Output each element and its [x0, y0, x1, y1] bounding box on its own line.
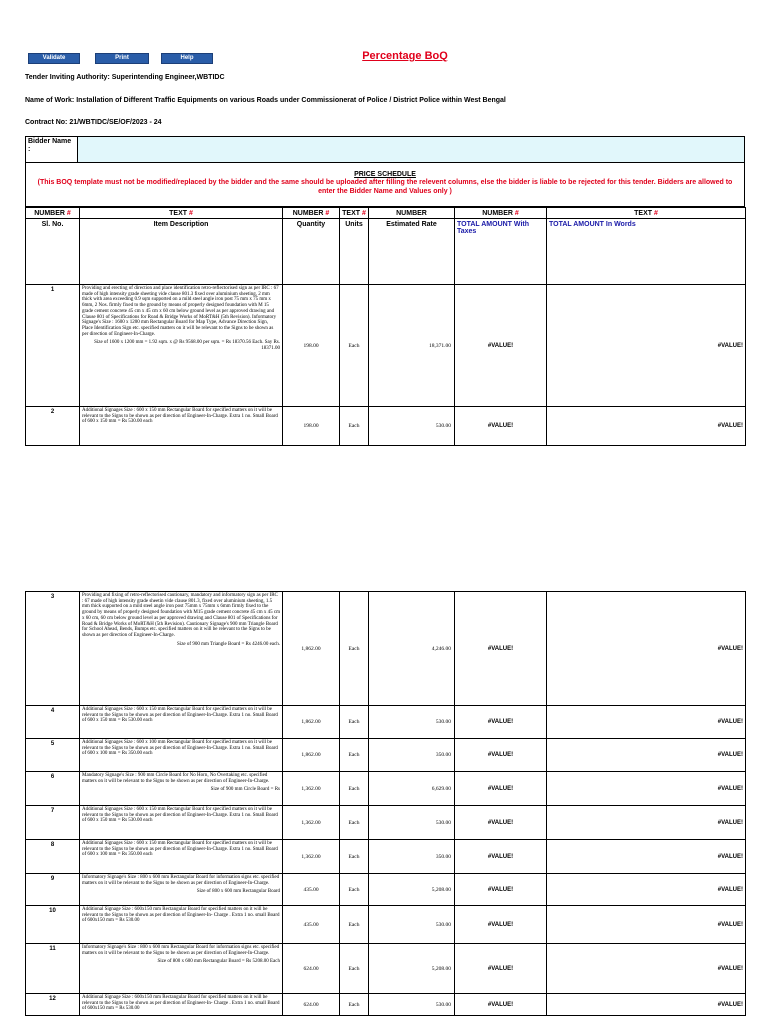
- estimated-rate-cell: 530.00: [369, 806, 455, 840]
- quantity-cell: 1,862.00: [283, 706, 340, 739]
- estimated-rate-cell: 530.00: [369, 994, 455, 1016]
- item-description-cell: [80, 706, 283, 739]
- sl-no-cell: 3: [26, 592, 80, 706]
- item-description-text: Additional Signage Size : 600x150 mm Rectangular Board for specified matters on it will be relevant to the Signs to be shown as per direction of Engineer-In- Charge . Extra 1 no. small Board of 600x150 mm = Rs 530.00: [82, 907, 280, 924]
- table-row: [26, 285, 746, 407]
- header-amount-words: TOTAL AMOUNT In Words: [547, 219, 746, 285]
- print-button[interactable]: Print: [95, 53, 149, 64]
- amount-words-cell[interactable]: #VALUE!: [547, 285, 746, 407]
- total-amount-cell[interactable]: #VALUE!: [455, 592, 547, 706]
- item-description-cell: [80, 739, 283, 772]
- quantity-cell: 435.00: [283, 906, 340, 944]
- header-total-amount: TOTAL AMOUNT With Taxes: [455, 219, 547, 285]
- table-row: [26, 739, 746, 772]
- estimated-rate-cell: 6,629.00: [369, 772, 455, 806]
- sl-no-cell: 10: [26, 906, 80, 944]
- total-amount-cell[interactable]: #VALUE!: [455, 772, 547, 806]
- item-description-text: Providing and erecting of direction and place identification retro-reflectorised sign as per IRC : 67 made of high intensity grade sheeting vide clause 801.3 fixed over aluminium sheeting, 2 mm thick with area exceeding 0.9 sqm supported on a mild steel angle iron post 75 mm x 75 mm x 6mm, 2 Nos. firmly fixed to the ground by means of properly designed foundation with M 15 grade cement concrete 45 cm x 45 cm x 60 cm below ground level as per approved drawing and Clause 801 of Specifications for Road & Bridge Works of MoRT&H (5th Revision). Informatory Signage's Size : 1600 x 1200 mm Rectangular Board for Map Type, Advance Direction Sign, Place Identification Sign etc. specified matters on it will be relevant to the Signs to be shown as per direction of Engineer-In-Charge.: [82, 286, 279, 337]
- amount-words-cell[interactable]: #VALUE!: [547, 706, 746, 739]
- amount-words-cell[interactable]: #VALUE!: [547, 906, 746, 944]
- amount-words-cell[interactable]: #VALUE!: [547, 806, 746, 840]
- units-cell: Each: [340, 739, 369, 772]
- price-schedule-note: (This BOQ template must not be modified/replaced by the bidder and the same should be uploaded after filling the relevent columns, else the bidder is liable to be rejected for this tender. Bidders are allowed to enter the Bidder Name and Values only ): [37, 179, 733, 195]
- amount-words-cell[interactable]: #VALUE!: [547, 739, 746, 772]
- sl-no-cell: 9: [26, 874, 80, 906]
- sl-no-cell: 5: [26, 739, 80, 772]
- item-description-note: Size of 900 mm Triangle Board = Rs 4246.00 each.: [177, 641, 280, 647]
- item-description-cell: [80, 944, 283, 994]
- table-row: [26, 906, 746, 944]
- quantity-cell: 1,362.00: [283, 772, 340, 806]
- item-description-cell: [80, 592, 283, 706]
- total-amount-cell[interactable]: #VALUE!: [455, 906, 547, 944]
- total-amount-cell[interactable]: #VALUE!: [455, 285, 547, 407]
- estimated-rate-cell: 5,208.00: [369, 944, 455, 994]
- item-description-cell: [80, 285, 283, 407]
- quantity-cell: 435.00: [283, 874, 340, 906]
- validate-button[interactable]: Validate: [28, 53, 80, 64]
- table-row: [26, 840, 746, 874]
- table-row: [26, 994, 746, 1016]
- header-item-description: Item Description: [80, 219, 283, 285]
- quantity-cell: 1,362.00: [283, 806, 340, 840]
- units-cell: Each: [340, 874, 369, 906]
- sl-no-cell: 1: [26, 285, 80, 407]
- item-description-text: Additional Signages Size : 600 x 150 mm Rectangular Board for specified matters on it will be relevant to the Signs to be shown as per direction of Engineer-In-Charge. Extra 1 no. Small Board of 600 x 100 mm = Rs 350.00 each: [82, 841, 278, 858]
- boq-table-page-1: [25, 207, 746, 446]
- amount-words-cell[interactable]: #VALUE!: [547, 407, 746, 446]
- col-type-units: TEXT #: [340, 208, 369, 219]
- table-row: [26, 944, 746, 994]
- sl-no-cell: 7: [26, 806, 80, 840]
- estimated-rate-cell: 5,208.00: [369, 874, 455, 906]
- item-description-note: Size of 800 x 600 mm Rectangular Board = Rs 5208.00 Each: [157, 959, 280, 965]
- quantity-cell: 1,362.00: [283, 840, 340, 874]
- item-description-text: Additional Signages Size : 600 x 150 mm Rectangular Board for specified matters on it will be relevant to the Signs to be shown as per direction of Engineer-In-Charge. Extra 1 no. Small Board of 600 x 150 mm = Rs 530.00 each: [82, 707, 278, 724]
- quantity-cell: 1,862.00: [283, 592, 340, 706]
- header-quantity: Quantity: [283, 219, 340, 285]
- item-description-text: Additional Signages Size : 600 x 100 mm Rectangular Board for specified matters on it will be relevant to the Signs to be shown as per direction of Engineer-In-Charge. Extra 1 no. Small Board of 600 x 100 mm = Rs 350.00 each: [82, 740, 278, 757]
- header-units: Units: [340, 219, 369, 285]
- sl-no-cell: 4: [26, 706, 80, 739]
- estimated-rate-cell: 530.00: [369, 706, 455, 739]
- quantity-cell: 198.00: [283, 407, 340, 446]
- units-cell: Each: [340, 592, 369, 706]
- col-type-sl-no: NUMBER #: [26, 208, 80, 219]
- quantity-cell: 198.00: [283, 285, 340, 407]
- item-description-text: Mandatory Signage's Size : 900 mm Circle Board for No Horn, No Overtaking etc. specified matters on it will be relevant to the Signs to be shown as per direction of Engineer-In-Charge.: [82, 773, 270, 784]
- units-cell: Each: [340, 407, 369, 446]
- amount-words-cell[interactable]: #VALUE!: [547, 874, 746, 906]
- table-row: [26, 592, 746, 706]
- col-type-amount: NUMBER #: [455, 208, 547, 219]
- estimated-rate-cell: 350.00: [369, 739, 455, 772]
- estimated-rate-cell: 530.00: [369, 906, 455, 944]
- item-description-cell: [80, 806, 283, 840]
- table-row: [26, 772, 746, 806]
- help-button[interactable]: Help: [161, 53, 213, 64]
- quantity-cell: 624.00: [283, 944, 340, 994]
- sl-no-cell: 12: [26, 994, 80, 1016]
- boq-table-page-2: [25, 591, 746, 1016]
- sl-no-cell: 11: [26, 944, 80, 994]
- units-cell: Each: [340, 944, 369, 994]
- col-type-rate: NUMBER: [369, 208, 455, 219]
- bidder-name-input[interactable]: [78, 136, 745, 163]
- header-estimated-rate: Estimated Rate: [369, 219, 455, 285]
- units-cell: Each: [340, 806, 369, 840]
- price-schedule: [25, 163, 745, 207]
- sl-no-cell: 2: [26, 407, 80, 446]
- total-amount-cell[interactable]: #VALUE!: [455, 944, 547, 994]
- total-amount-cell[interactable]: #VALUE!: [455, 840, 547, 874]
- total-amount-cell[interactable]: #VALUE!: [455, 739, 547, 772]
- amount-words-cell[interactable]: #VALUE!: [547, 772, 746, 806]
- total-amount-cell[interactable]: #VALUE!: [455, 994, 547, 1016]
- bidder-name-label: Bidder Name :: [25, 136, 78, 163]
- item-description-cell: [80, 772, 283, 806]
- total-amount-cell[interactable]: #VALUE!: [455, 706, 547, 739]
- estimated-rate-cell: 18,371.00: [369, 285, 455, 407]
- amount-words-cell[interactable]: #VALUE!: [547, 944, 746, 994]
- col-type-words: TEXT #: [547, 208, 746, 219]
- table-row: [26, 407, 746, 446]
- column-header-row: [26, 219, 746, 285]
- units-cell: Each: [340, 906, 369, 944]
- column-type-row: [26, 208, 746, 219]
- item-description-text: Additional Signage Size : 600x150 mm Rectangular Board for specified matters on it will be relevant to the Signs to be shown as per direction of Engineer-In- Charge . Extra 1 no. small Board of 600x150 mm = Rs 530.00: [82, 995, 280, 1012]
- item-description-cell: [80, 407, 283, 446]
- units-cell: Each: [340, 706, 369, 739]
- contract-number: Contract No: 21/WBTIDC/SE/OF/2023 - 24: [25, 119, 162, 126]
- item-description-cell: [80, 906, 283, 944]
- header-sl-no: Sl. No.: [26, 219, 80, 285]
- item-description-cell: [80, 840, 283, 874]
- col-type-description: TEXT #: [80, 208, 283, 219]
- estimated-rate-cell: 530.00: [369, 407, 455, 446]
- total-amount-cell[interactable]: #VALUE!: [455, 874, 547, 906]
- item-description-text: Providing and fixing of retro-reflectorised cautionary, mandatory and informatory sign as per IRC : 67 made of high intensity grade sheetin vide clause 801.3, fixed over aluminium sheeting, 1.5 mm thick supported on a mild steel angle iron post 75mm x 75mm x 6mm firmly fixed to the ground by means of properly designed foundation with M15 grade cement concrete 45 cm x 45 cm x 60 cm, 60 cm below ground level as per approved drawing and Clause 801 of Specifications for Road & Bridge Works of MoRT&H (5th Revision). Cautionary Signage's 900 mm Triangle Board for School Ahead, Bends, Bumps etc. specified matters on it will be relevant to the Signs to be shown as per direction of Engineer-In-Charge.: [82, 593, 281, 638]
- work-name: Name of Work: Installation of Different Traffic Equipments on various Roads under Commissionerat of Police / District Police within West Bengal: [25, 97, 506, 104]
- item-description-text: Additional Signages Size : 600 x 150 mm Rectangular Board for specified matters on it will be relevant to the Signs to be shown as per direction of Engineer-In-Charge. Extra 1 no. Small Board of 600 x 150 mm = Rs 530.00 each: [82, 807, 278, 824]
- table-row: [26, 806, 746, 840]
- amount-words-cell[interactable]: #VALUE!: [547, 994, 746, 1016]
- item-description-cell: [80, 874, 283, 906]
- estimated-rate-cell: 350.00: [369, 840, 455, 874]
- item-description-text: Informatory Signage's Size : 800 x 600 mm Rectangular Board for information signs etc. specified matters on it will be relevant to the Signs to be shown as per direction of Engineer-In-Charge.: [82, 875, 280, 886]
- table-row: [26, 706, 746, 739]
- item-description-text: Additional Signages Size : 600 x 150 mm Rectangular Board for specified matters on it will be relevant to the Signs to be shown as per direction of Engineer-In-Charge. Extra 1 no. Small Board of 600 x 150 mm = Rs 530.00 each: [82, 408, 278, 425]
- item-description-note: Size of 800 x 600 mm Rectangular Board: [196, 889, 280, 895]
- amount-words-cell[interactable]: #VALUE!: [547, 592, 746, 706]
- units-cell: Each: [340, 840, 369, 874]
- item-description-text: Informatory Signage's Size : 800 x 600 mm Rectangular Board for information signs etc. specified matters on it will be relevant to the Signs to be shown as per direction of Engineer-In-Charge.: [82, 945, 280, 956]
- total-amount-cell[interactable]: #VALUE!: [455, 407, 547, 446]
- units-cell: Each: [340, 994, 369, 1016]
- table-row: [26, 874, 746, 906]
- total-amount-cell[interactable]: #VALUE!: [455, 806, 547, 840]
- quantity-cell: 1,862.00: [283, 739, 340, 772]
- item-description-note: Size of 1600 x 1200 mm = 1.92 sqm. x @ Rs 9568.00 per sqm. = Rs 18370.56 Each. Say Rs. 18371.00: [94, 340, 280, 352]
- units-cell: Each: [340, 772, 369, 806]
- tender-authority: Tender Inviting Authority: Superintending Engineer,WBTIDC: [25, 74, 225, 81]
- estimated-rate-cell: 4,246.00: [369, 592, 455, 706]
- col-type-quantity: NUMBER #: [283, 208, 340, 219]
- item-description-note: Size of 900 mm Circle Board = Rs: [210, 787, 280, 793]
- item-description-cell: [80, 994, 283, 1016]
- sl-no-cell: 6: [26, 772, 80, 806]
- price-schedule-title: PRICE SCHEDULE: [354, 171, 416, 178]
- sl-no-cell: 8: [26, 840, 80, 874]
- page-title: Percentage BoQ: [362, 50, 448, 62]
- units-cell: Each: [340, 285, 369, 407]
- quantity-cell: 624.00: [283, 994, 340, 1016]
- amount-words-cell[interactable]: #VALUE!: [547, 840, 746, 874]
